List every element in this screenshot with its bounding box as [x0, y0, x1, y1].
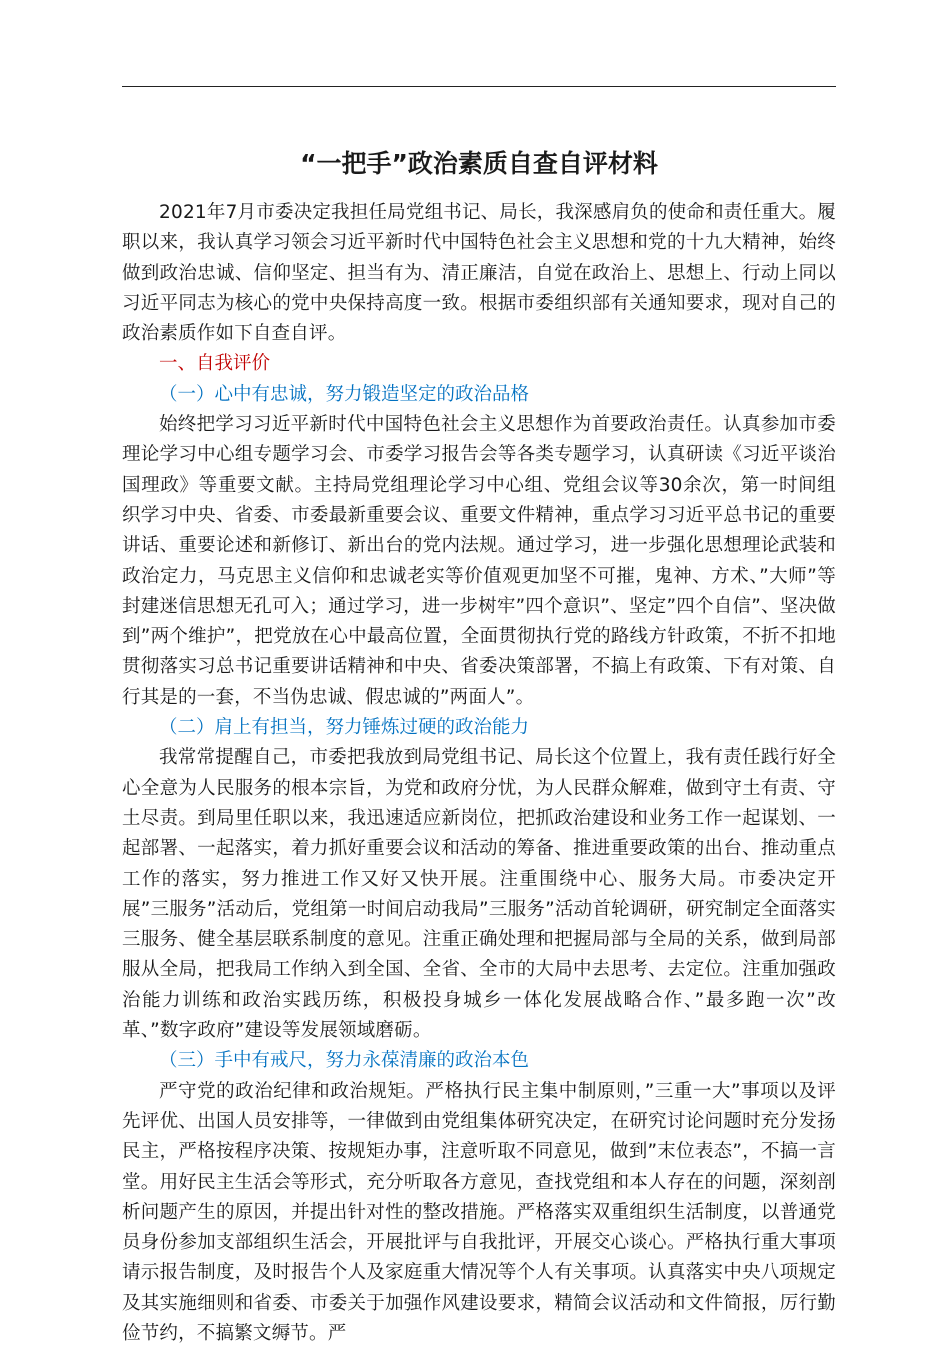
loyalty-paragraph: 始终把学习习近平新时代中国特色社会主义思想作为首要政治责任。认真参加市委理论学习中心组专题学习会、市委学习报告会等各类专题学习，认真研读《习近平谈治国理政》等重要文献。主持局党组理论学习中心组、党组会议等30余次，第一时间组织学习中央、省委、市委最新重要会议、重要文件精神，重点学习习近平总书记的重要讲话、重要论述和新修订、新出台的党内法规。通过学习，进一步强化思想理论武装和政治定力，马克思主义信仰和忠诚老实等价值观更加坚不可摧，鬼神、方术、”大师”等封建迷信思想无孔可入；通过学习，进一步树牢”四个意识”、坚定”四个自信”、坚决做到”两个维护”，把党放在心中最高位置，全面贯彻执行党的路线方针政策，不折不扣地贯彻落实习总书记重要讲话精神和中央、省委决策部署，不搞上有政策、下有对策、自行其是的一套，不当伪忠诚、假忠诚的”两面人”。 [122, 414, 836, 708]
intro-paragraph: 2021年7月市委决定我担任局党组书记、局长，我深感肩负的使命和责任重大。履职以来，我认真学习领会习近平新时代中国特色社会主义思想和党的十九大精神，始终做到政治忠诚、信仰坚定、担当有为、清正廉洁，自觉在政治上、思想上、行动上同以习近平同志为核心的党中央保持高度一致。根据市委组织部有关通知要求，现对自己的政治素质作如下自查自评。 [122, 202, 836, 345]
subsection-heading-integrity: （三）手中有戒尺，努力永葆清廉的政治本色 [159, 1050, 530, 1072]
responsibility-paragraph: 我常常提醒自己，市委把我放到局党组书记、局长这个位置上，我有责任践行好全心全意为人民服务的根本宗旨，为党和政府分忧，为人民群众解难，做到守土有责、守土尽责。到局里任职以来，我迅速适应新岗位，把抓政治建设和业务工作一起谋划、一起部署、一起落实，着力抓好重要会议和活动的筹备、推进重要政策的出台、推动重点工作的落实，努力推进工作又好又快开展。注重围绕中心、服务大局。市委决定开展”三服务”活动后，党组第一时间启动我局”三服务”活动首轮调研，研究制定全面落实三服务、健全基层联系制度的意见。注重正确处理和把握局部与全局的关系，做到局部服从全局，把我局工作纳入到全国、全省、全市的大局中去思考、去定位。注重加强政治能力训练和政治实践历练，积极投身城乡一体化发展战略合作、”最多跑一次”改革、”数字政府”建设等发展领域磨砺。 [122, 747, 836, 1042]
header-rule [122, 86, 836, 87]
integrity-paragraph: 严守党的政治纪律和政治规矩。严格执行民主集中制原则，”三重一大”事项以及评先评优、出国人员安排等，一律做到由党组集体研究决定，在研究讨论问题时充分发扬民主，严格按程序决策、按规矩办事，注意听取不同意见，做到”末位表态”，不搞一言堂。用好民主生活会等形式，充分听取各方意见，查找党组和本人存在的问题，深刻剖析问题产生的原因，并提出针对性的整改措施。严格落实双重组织生活制度，以普通党员身份参加支部组织生活会，开展批评与自我批评，开展交心谈心。严格执行重大事项请示报告制度，及时报告个人及家庭重大情况等个人有关事项。认真落实中央八项规定及其实施细则和省委、市委关于加强作风建设要求，精简会议活动和文件简报，厉行勤俭节约，不搞繁文缛节。严 [122, 1080, 836, 1344]
document-title: “一把手”政治素质自查自评材料 [300, 149, 658, 178]
subsection-heading-loyalty: （一）心中有忠诚，努力锻造坚定的政治品格 [159, 383, 530, 405]
subsection-heading-responsibility: （二）肩上有担当，努力锤炼过硬的政治能力 [159, 717, 530, 739]
section-heading-self-evaluation: 一、自我评价 [159, 353, 271, 375]
document-page [122, 138, 836, 1349]
